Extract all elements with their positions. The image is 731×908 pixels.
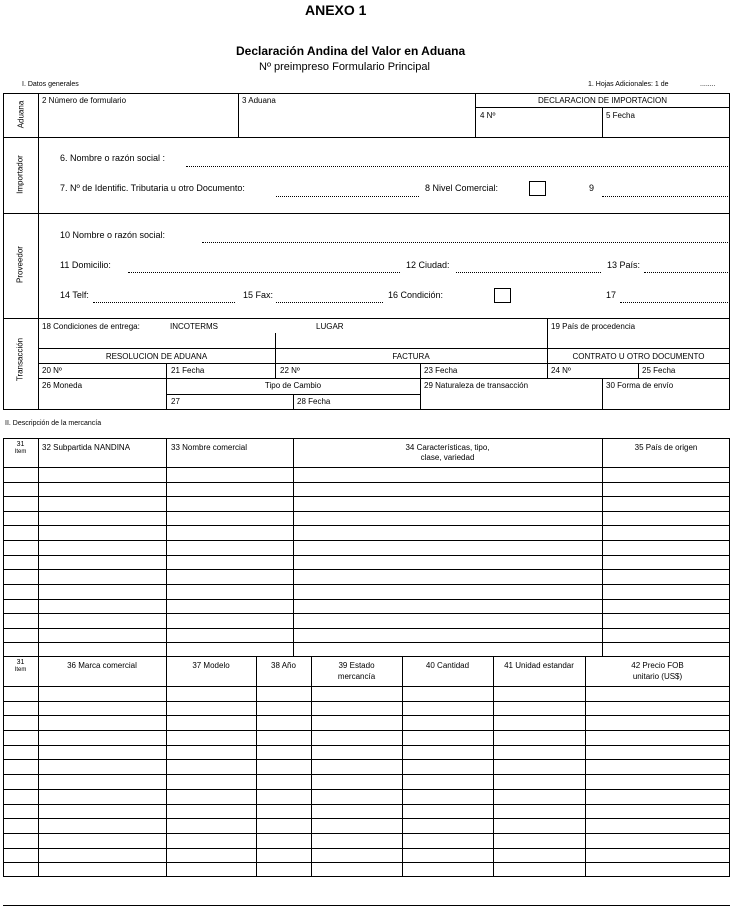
field-21-label: 21 Fecha bbox=[171, 366, 205, 375]
col-37-header: 37 Modelo bbox=[192, 661, 230, 670]
field-16-checkbox[interactable] bbox=[494, 288, 511, 303]
table-row-line bbox=[3, 525, 730, 526]
extra-sheets-label: 1. Hojas Adicionales: 1 de bbox=[588, 81, 669, 88]
lugar-label: LUGAR bbox=[316, 322, 344, 331]
field-14-line bbox=[93, 302, 235, 303]
section1-label: I. Datos generales bbox=[22, 81, 79, 88]
t1-col-1 bbox=[38, 438, 39, 657]
goods-table-2 bbox=[3, 656, 730, 877]
field-6-label: 6. Nombre o razón social : bbox=[60, 153, 166, 163]
t2-col-5 bbox=[402, 656, 403, 877]
field-8-label: 8 Nivel Comercial: bbox=[425, 183, 499, 193]
col-39-header-2: mercancía bbox=[337, 672, 376, 681]
table-row-line bbox=[3, 467, 730, 468]
col-42-header-1: 42 Precio FOB bbox=[631, 661, 684, 670]
table-row-line bbox=[3, 862, 730, 863]
table-row-line bbox=[3, 540, 730, 541]
importador-side-label: Importador bbox=[15, 155, 25, 194]
proveedor-side-label: Proveedor bbox=[15, 246, 25, 283]
field-26-label: 26 Moneda bbox=[42, 381, 83, 390]
field-12-label: 12 Ciudad: bbox=[406, 260, 450, 270]
field-3-label: 3 Aduana bbox=[242, 96, 276, 105]
field-12-line bbox=[456, 272, 601, 273]
trans-hline-3 bbox=[38, 378, 730, 379]
field-11-label: 11 Domicilio: bbox=[60, 260, 111, 270]
field-8-checkbox[interactable] bbox=[529, 181, 546, 196]
footer-line bbox=[3, 905, 730, 906]
field-9-label: 9 bbox=[589, 183, 595, 193]
incoterms-label: INCOTERMS bbox=[170, 322, 218, 331]
t2-col-6 bbox=[493, 656, 494, 877]
field-13-label: 13 País: bbox=[607, 260, 641, 270]
table-row-line bbox=[3, 482, 730, 483]
col-38-header: 38 Año bbox=[271, 661, 296, 670]
importador-block bbox=[3, 137, 730, 214]
t1-col-3 bbox=[293, 438, 294, 657]
factura-label: FACTURA bbox=[392, 352, 430, 361]
trans-divider-19 bbox=[547, 318, 548, 348]
col-33-header: 33 Nombre comercial bbox=[171, 443, 248, 452]
field-11-line bbox=[128, 272, 400, 273]
t2-col-7 bbox=[585, 656, 586, 877]
field-9-line bbox=[602, 196, 728, 197]
table-row-line bbox=[3, 584, 730, 585]
resolucion-label: RESOLUCION DE ADUANA bbox=[105, 352, 208, 361]
trans-divider-25 bbox=[638, 363, 639, 378]
field-30-label: 30 Forma de envío bbox=[606, 381, 674, 390]
field-29-label: 29 Naturaleza de transacción bbox=[424, 381, 529, 390]
field-16-label: 16 Condición: bbox=[388, 290, 444, 300]
field-5-label: 5 Fecha bbox=[606, 111, 635, 120]
col-42-header-2: unitario (US$) bbox=[632, 672, 683, 681]
field-20-label: 20 Nº bbox=[42, 366, 62, 375]
table-row-line bbox=[3, 613, 730, 614]
table-row-line bbox=[3, 569, 730, 570]
t2-item-label: Item bbox=[14, 667, 27, 673]
table-row-line bbox=[3, 774, 730, 775]
field-13-line bbox=[644, 272, 728, 273]
col-32-header: 32 Subpartida NANDINA bbox=[42, 443, 131, 452]
tipo-cambio-label: Tipo de Cambio bbox=[264, 381, 322, 390]
trans-divider-28 bbox=[293, 394, 294, 410]
t1-col-2 bbox=[166, 438, 167, 657]
t2-col-2 bbox=[166, 656, 167, 877]
table-row-line bbox=[3, 701, 730, 702]
t1-col-4 bbox=[602, 438, 603, 657]
table-row-line bbox=[3, 789, 730, 790]
goods-table-1 bbox=[3, 438, 730, 657]
form-title: Declaración Andina del Valor en Aduana bbox=[236, 44, 466, 58]
col-39-header-1: 39 Estado bbox=[338, 661, 375, 670]
form-subtitle: Nº preimpreso Formulario Principal bbox=[259, 61, 430, 73]
t2-col-3 bbox=[256, 656, 257, 877]
transaccion-side-label: Transacción bbox=[15, 337, 25, 382]
col-41-header: 41 Unidad estandar bbox=[504, 661, 574, 670]
t2-col-4 bbox=[311, 656, 312, 877]
col-34-header-2: clase, variedad bbox=[420, 453, 475, 462]
aduana-side-label: Aduana bbox=[16, 100, 26, 129]
table-row-line bbox=[3, 848, 730, 849]
field-14-label: 14 Telf: bbox=[60, 290, 89, 300]
col-36-header: 36 Marca comercial bbox=[67, 661, 137, 670]
field-28-label: 28 Fecha bbox=[297, 397, 331, 406]
col-34-header-1: 34 Características, tipo, bbox=[405, 443, 490, 452]
field-19-label: 19 País de procedencia bbox=[551, 322, 636, 331]
field-18-label: 18 Condiciones de entrega: bbox=[42, 322, 140, 331]
field-15-label: 15 Fax: bbox=[243, 290, 274, 300]
section2-label: II. Descripción de la mercancía bbox=[5, 420, 102, 427]
table-row-line bbox=[3, 496, 730, 497]
table-row-line bbox=[3, 599, 730, 600]
trans-divider-22 bbox=[275, 363, 276, 378]
table-row-line bbox=[3, 804, 730, 805]
table-row-line bbox=[3, 745, 730, 746]
field-17-label: 17 bbox=[606, 290, 617, 300]
field-17-line bbox=[620, 302, 728, 303]
table-row-line bbox=[3, 686, 730, 687]
trans-side-divider bbox=[38, 318, 39, 410]
aduana-divider-3 bbox=[602, 107, 603, 138]
field-6-line bbox=[186, 166, 728, 167]
table-row-line bbox=[3, 628, 730, 629]
field-24-label: 24 Nº bbox=[551, 366, 571, 375]
field-2-label: 2 Número de formulario bbox=[42, 96, 127, 105]
field-7-label: 7. Nº de Identific. Tributaria u otro Documento: bbox=[60, 183, 245, 193]
field-10-line bbox=[202, 242, 728, 243]
t2-item-num: 31 bbox=[16, 659, 25, 666]
contrato-label: CONTRATO U OTRO DOCUMENTO bbox=[572, 352, 705, 361]
table-row-line bbox=[3, 730, 730, 731]
table-row-line bbox=[3, 555, 730, 556]
field-15-line bbox=[276, 302, 383, 303]
table-row-line bbox=[3, 715, 730, 716]
field-25-label: 25 Fecha bbox=[642, 366, 676, 375]
t1-item-num: 31 bbox=[16, 441, 25, 448]
col-40-header: 40 Cantidad bbox=[425, 661, 470, 670]
table-row-line bbox=[3, 642, 730, 643]
field-10-label: 10 Nombre o razón social: bbox=[60, 230, 166, 240]
table-row-line bbox=[3, 759, 730, 760]
trans-divider-30 bbox=[602, 378, 603, 410]
trans-hline-2 bbox=[38, 363, 730, 364]
table-row-line bbox=[3, 833, 730, 834]
field-7-line bbox=[276, 196, 419, 197]
field-4-label: 4 Nº bbox=[480, 111, 496, 120]
extra-sheets-dots: ........ bbox=[700, 81, 716, 88]
table-row-line bbox=[3, 511, 730, 512]
aduana-divider-1 bbox=[238, 93, 239, 138]
field-23-label: 23 Fecha bbox=[424, 366, 458, 375]
col-35-header: 35 País de origen bbox=[634, 443, 698, 452]
declaration-label: DECLARACION DE IMPORTACION bbox=[537, 96, 668, 105]
t1-item-label: Item bbox=[14, 449, 27, 455]
trans-hline-1 bbox=[38, 348, 730, 349]
t2-col-1 bbox=[38, 656, 39, 877]
annex-title: ANEXO 1 bbox=[305, 2, 367, 18]
trans-divider-23 bbox=[420, 363, 421, 410]
field-22-label: 22 Nº bbox=[280, 366, 300, 375]
table-row-line bbox=[3, 818, 730, 819]
field-27-label: 27 bbox=[171, 397, 180, 406]
